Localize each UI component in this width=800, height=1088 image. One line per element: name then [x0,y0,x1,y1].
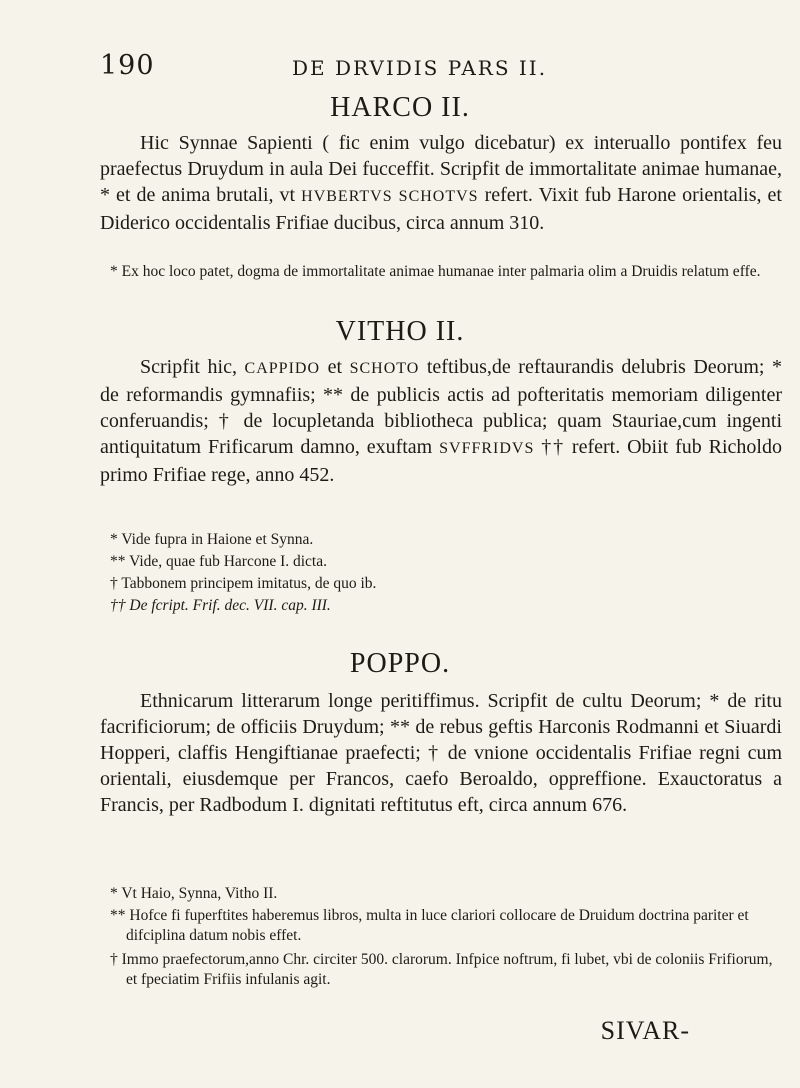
running-header [0,50,800,86]
author-name: HVBERTVS SCHOTVS [301,188,479,205]
footnote: ** Hofce fi fuperftites haberemus libros, multa in luce clariori collocare de Druidum doctrina pariter et difciplina datum nobis effet. [110,907,749,944]
footnote: † Tabbonem principem imitatus, de quo ib. [110,575,377,592]
author-name: SVFFRIDVS [439,440,535,457]
author-name: SCHOTO [349,360,420,377]
footnote: * Ex hoc loco patet, dogma de immortalitate animae humanae inter palmaria olim a Druidis relatum effe. [110,263,761,280]
body-segment: refert. Vixit fub Harone orientalis, et Diderico occidentalis Frifiae ducibus, circa annum 310. [100,184,782,234]
body-segment: Scripfit hic, [140,356,245,378]
catchword: SIVAR- [600,1016,690,1045]
body-segment: †† refert. Obiit fub Richoldo primo Frifiae rege, anno 452. [100,436,782,486]
footnote: † Immo praefectorum,anno Chr. circiter 500. clarorum. Infpice noftrum, fi lubet, vbi de coloniis Frifiorum, et fpeciatim Frifiis infulanis agit. [110,951,773,988]
section-heading-harco: HARCO II. [330,92,470,123]
body-segment: Ethnicarum litterarum longe peritiffimus. Scripfit de cultu Deorum; * de ritu facrificiorum; de officiis Druydum; ** de rebus geftis Harconis Rodmanni et Siuardi Hopperi, claffis Hengiftianae praefecti; † de vnione occidentalis Frifiae regni cum orientali, eiusdemque per Francos, caefo Beroaldo, oppreffione. Exauctoratus a Francis, per Radbodum I. dignitati reftitutus eft, circa annum 676. [100,690,782,816]
footnote: * Vide fupra in Haione et Synna. [110,531,314,548]
footnote: †† De fcript. Frif. dec. VII. cap. III. [110,597,331,614]
body-segment: Hic Synnae Sapienti ( fic enim vulgo dicebatur) ex interuallo pontifex feu praefectus Druydum in aula Dei fucceffit. Scripfit de immortalitate animae humanae, * et de anima brutali, vt [100,132,782,206]
footnote: * Vt Haio, Synna, Vitho II. [110,885,278,902]
page-number: 190 [100,50,155,81]
author-name: CAPPIDO [244,360,321,377]
footnote: ** Vide, quae fub Harcone I. dicta. [110,553,327,570]
section-heading-poppo: POPPO. [349,648,451,679]
body-segment: et [320,356,350,378]
section-body-vitho [100,354,782,488]
running-title: DE DRVIDIS PARS II. [292,56,548,80]
section-heading-vitho: VITHO II. [335,316,465,347]
section-body-poppo [100,688,782,818]
section-body-harco [100,130,782,236]
body-segment: teftibus,de reftaurandis delubris Deorum; * de reformandis gymnafiis; ** de publicis actis ad pofteritatis memoriam diligenter conferuandis; † de locupletanda bibliotheca publica; quam Stauriae,cum ingenti antiquitatum Frificarum damno, exuftam [100,356,782,458]
